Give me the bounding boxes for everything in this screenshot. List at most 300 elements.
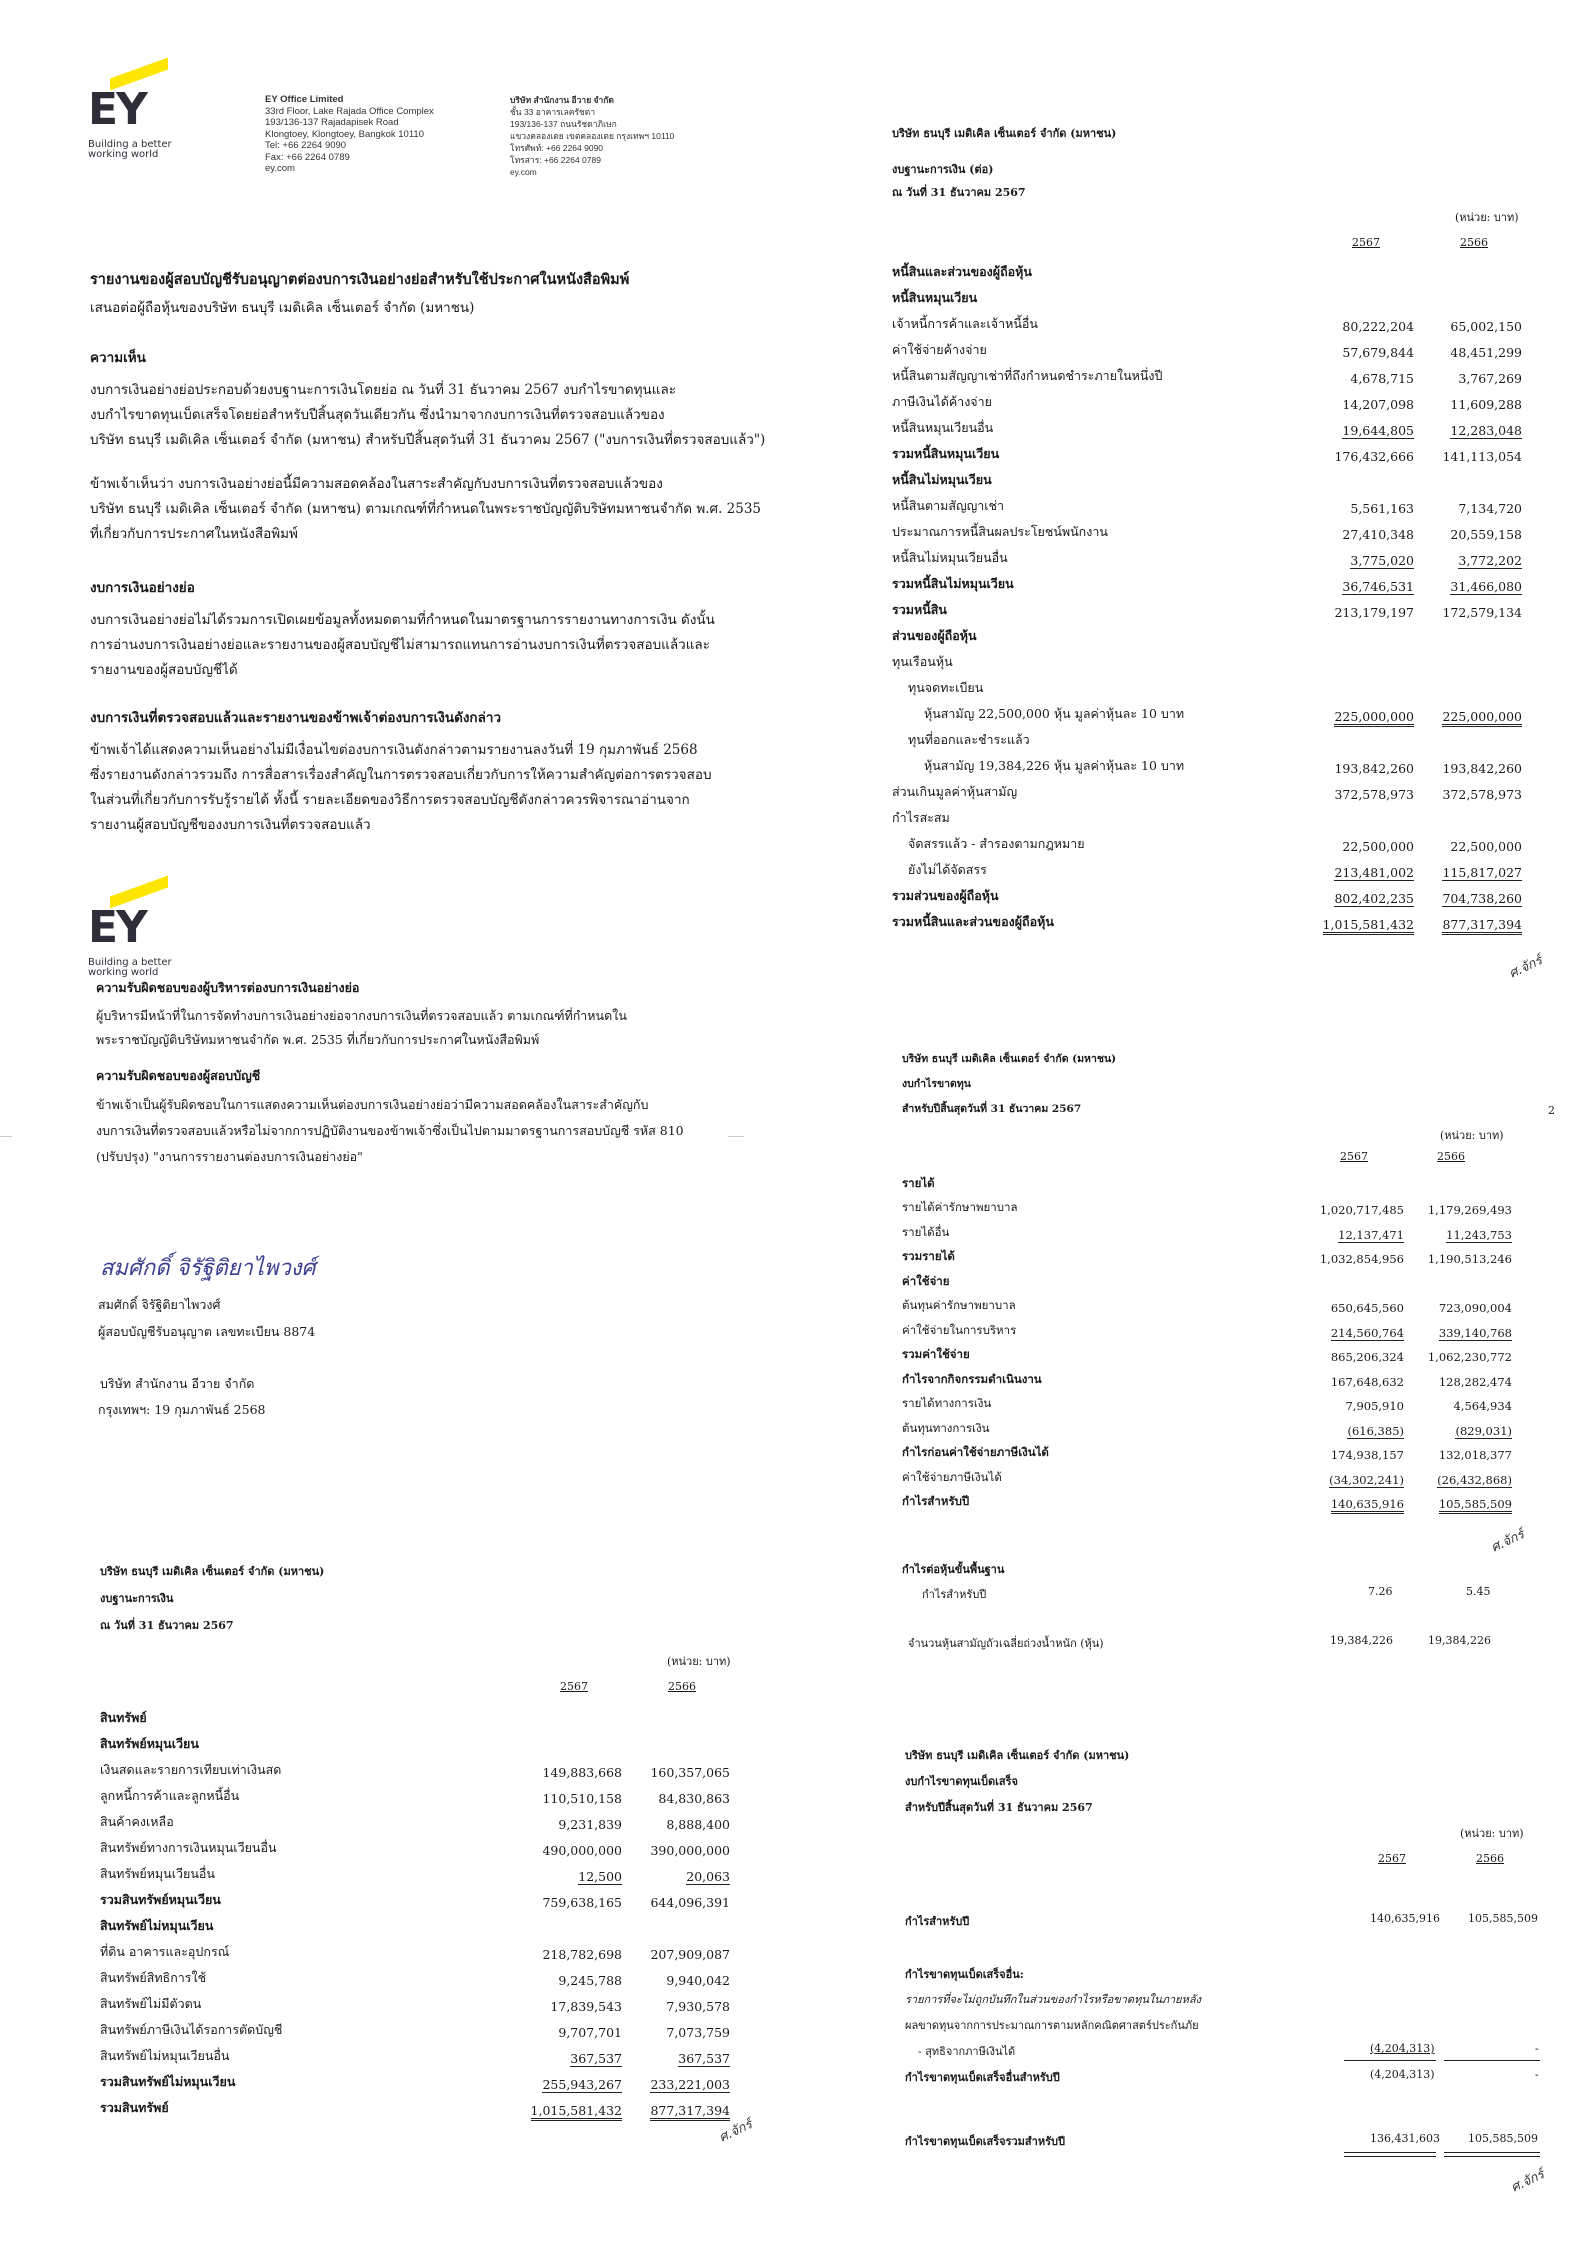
row-label: สินทรัพย์ภาษีเงินได้รอการตัดบัญชี xyxy=(100,2022,283,2037)
oci-period: สำหรับปีสิ้นสุดวันที่ 31 ธันวาคม 2567 xyxy=(905,1801,1093,1814)
statement-row xyxy=(100,2040,730,2066)
value-prior-year: 233,221,003 xyxy=(650,2077,730,2092)
value-prior-year: 207,909,087 xyxy=(650,1947,730,1962)
value-current-year: 12,500 xyxy=(578,1869,622,1884)
statement-row xyxy=(892,880,1522,906)
row-label: ต้นทุนค่ารักษาพยาบาล xyxy=(902,1298,1016,1312)
row-label: ที่ดิน อาคารและอุปกรณ์ xyxy=(100,1944,230,1959)
value-prior-year: (26,432,868) xyxy=(1437,1472,1512,1487)
pl-company: บริษัท ธนบุรี เมดิเคิล เซ็นเตอร์ จำกัด (มหาชน) xyxy=(902,1053,1117,1065)
bs-assets-title: งบฐานะการเงิน xyxy=(100,1592,174,1605)
value-prior-year: 11,243,753 xyxy=(1446,1227,1512,1242)
statement-row xyxy=(892,724,1522,750)
value-current-year: 4,678,715 xyxy=(1350,371,1414,386)
statement-row xyxy=(100,1884,730,1910)
value-prior-year: 65,002,150 xyxy=(1450,319,1522,334)
report-date: กรุงเทพฯ: 19 กุมภาพันธ์ 2568 xyxy=(98,1402,266,1417)
value-current-year: 9,245,788 xyxy=(558,1973,622,1988)
statement-row xyxy=(892,438,1522,464)
row-label: กำไรจากกิจกรรมดำเนินงาน xyxy=(902,1371,1042,1386)
value-current-year: 1,015,581,432 xyxy=(1274,906,1414,932)
value-current-year: 802,402,235 xyxy=(1334,891,1414,906)
value-prior-year: 1,190,513,246 xyxy=(1427,1252,1512,1266)
value-prior-year: 141,113,054 xyxy=(1442,449,1522,464)
divider xyxy=(0,1136,12,1137)
row-label: ทุนเรือนหุ้น xyxy=(892,654,953,669)
value-current-year: (616,385) xyxy=(1347,1423,1404,1438)
row-label: ค่าใช้จ่าย xyxy=(902,1273,950,1288)
value-prior-year: 12,283,048 xyxy=(1450,423,1522,438)
value-prior-year: 390,000,000 xyxy=(650,1843,730,1858)
statement-row xyxy=(892,308,1522,334)
statement-row xyxy=(100,1754,730,1780)
statement-row xyxy=(902,1413,1512,1438)
value-prior-year xyxy=(622,1702,730,1728)
value-prior-year xyxy=(1414,464,1522,490)
oci-company: บริษัท ธนบุรี เมดิเคิล เซ็นเตอร์ จำกัด (มหาชน) xyxy=(905,1749,1130,1762)
row-label: ต้นทุนทางการเงิน xyxy=(902,1420,990,1435)
statement-row xyxy=(902,1315,1512,1340)
bs-assets-unit: (หน่วย: บาท) xyxy=(667,1655,731,1668)
oci-total-label: กำไรขาดทุนเบ็ดเสร็จอื่นสำหรับปี xyxy=(905,2071,1060,2084)
value-prior-year: 877,317,394 xyxy=(622,2092,730,2118)
auditor-name: สมศักดิ์ จิรัฐิติยาไพวงศ์ xyxy=(98,1297,221,1312)
row-label: ค่าใช้จ่ายภาษีเงินได้ xyxy=(902,1469,1002,1484)
row-label: ยังไม่ได้จัดสรร xyxy=(908,862,987,877)
auditor-signature: สมศักดิ์ จิรัฐิติยาไพวงศ์ xyxy=(100,1256,316,1281)
statement-row xyxy=(902,1340,1512,1365)
value-prior-year: 9,940,042 xyxy=(666,1973,730,1988)
value-current-year: 213,481,002 xyxy=(1334,865,1414,880)
eps-label: กำไรสำหรับปี xyxy=(922,1588,987,1601)
audited-heading: งบการเงินที่ตรวจสอบแล้วและรายงานของข้าพเจ้าต่องบการเงินดังกล่าว xyxy=(90,710,502,726)
bs-liab-date: ณ วันที่ 31 ธันวาคม 2567 xyxy=(892,186,1026,199)
value-current-year: 865,206,324 xyxy=(1330,1350,1404,1364)
row-label: สินทรัพย์ไม่หมุนเวียนอื่น xyxy=(100,2048,230,2063)
value-current-year: 490,000,000 xyxy=(542,1843,622,1858)
oci-profit-label: กำไรสำหรับปี xyxy=(905,1915,970,1928)
value-current-year: 140,635,916 xyxy=(1264,1487,1404,1512)
opinion-paragraph-1: งบการเงินอย่างย่อประกอบด้วยงบฐานะการเงินโดยย่อ ณ วันที่ 31 ธันวาคม 2567 งบกำไรขาดทุนและ งบกำไรขาดทุนเบ็ดเสร็จโดยย่อสำหรับปีสิ้นสุดวันเดียวกัน ซึ่งนำมาจากงบการเงินที่ตรวจสอบแล้วของ บริษัท ธนบุรี เมดิเคิล เซ็นเตอร์ จำกัด (มหาชน) สำหรับปีสิ้นสุดวันที่ 31 ธันวาคม 2567 ("งบการเงินที่ตรวจสอบแล้ว") xyxy=(90,382,766,448)
actuarial-label: ผลขาดทุนจากการประมาณการตามหลักคณิตศาสตร์ประกันภัย xyxy=(905,2019,1199,2032)
statement-row xyxy=(892,906,1522,932)
value-prior-year xyxy=(622,1910,730,1936)
row-label: หนี้สินไม่หมุนเวียนอื่น xyxy=(892,550,1008,565)
statement-row xyxy=(892,360,1522,386)
statement-row xyxy=(892,464,1522,490)
value-current-year xyxy=(1274,724,1414,750)
row-label: หนี้สินและส่วนของผู้ถือหุ้น xyxy=(892,264,1032,279)
statement-row xyxy=(892,594,1522,620)
statement-row xyxy=(902,1462,1512,1487)
oci-unit: (หน่วย: บาท) xyxy=(1460,1827,1524,1840)
firm-address-en: EY Office Limited 33rd Floor, Lake Rajada Office Complex 193/136-137 Rajadapisek Road Klongtoey, Klongtoey, Bangkok 10110 Tel: +66 2264 9090 Fax: +66 2264 0789 ey.com xyxy=(265,94,434,174)
statement-row xyxy=(892,334,1522,360)
value-current-year: (34,302,241) xyxy=(1329,1472,1404,1487)
audit-firm: บริษัท สำนักงาน อีวาย จำกัด xyxy=(100,1376,255,1391)
oci-grand-total-current: 136,431,603 xyxy=(1370,2132,1440,2145)
bs-liab-company: บริษัท ธนบุรี เมดิเคิล เซ็นเตอร์ จำกัด (มหาชน) xyxy=(892,127,1117,140)
value-prior-year xyxy=(622,1728,730,1754)
bs-liab-unit: (หน่วย: บาท) xyxy=(1455,211,1519,224)
value-prior-year: 193,842,260 xyxy=(1442,761,1522,776)
value-prior-year: 3,772,202 xyxy=(1458,553,1522,568)
value-current-year: 3,775,020 xyxy=(1350,553,1414,568)
row-label: ทุนจดทะเบียน xyxy=(908,680,984,695)
shares-current: 19,384,226 xyxy=(1330,1634,1393,1647)
statement-row xyxy=(902,1242,1512,1267)
row-label: รวมสินทรัพย์ไม่หมุนเวียน xyxy=(100,2074,236,2089)
statement-row xyxy=(902,1266,1512,1291)
value-current-year: 372,578,973 xyxy=(1334,787,1414,802)
row-label: รวมหนี้สินไม่หมุนเวียน xyxy=(892,576,1014,591)
bs-assets-year-prior: 2566 xyxy=(668,1680,696,1693)
value-current-year: 167,648,632 xyxy=(1330,1374,1404,1389)
eps-prior: 5.45 xyxy=(1466,1585,1491,1598)
value-prior-year: 20,559,158 xyxy=(1450,527,1522,542)
management-heading: ความรับผิดชอบของผู้บริหารต่องบการเงินอย่างย่อ xyxy=(96,980,360,995)
initials-mark: ศ.จักร์ xyxy=(1508,2167,1547,2196)
statement-row xyxy=(902,1364,1512,1389)
value-prior-year: 7,073,759 xyxy=(666,2025,730,2040)
statement-row xyxy=(892,828,1522,854)
bs-assets-date: ณ วันที่ 31 ธันวาคม 2567 xyxy=(100,1619,234,1632)
statement-row xyxy=(100,2092,730,2118)
value-current-year xyxy=(1264,1168,1404,1193)
pl-period: สำหรับปีสิ้นสุดวันที่ 31 ธันวาคม 2567 xyxy=(902,1103,1082,1115)
statement-row xyxy=(100,1962,730,1988)
oci-profit-current: 140,635,916 xyxy=(1370,1912,1440,1925)
oci-total-prior: - xyxy=(1535,2068,1539,2081)
auditor-heading: ความรับผิดชอบของผู้สอบบัญชี xyxy=(96,1068,261,1083)
row-label: สินค้าคงเหลือ xyxy=(100,1814,174,1829)
value-current-year: 255,943,267 xyxy=(542,2077,622,2092)
statement-row xyxy=(892,542,1522,568)
oci-heading: กำไรขาดทุนเบ็ดเสร็จอื่น: xyxy=(905,1968,1024,1981)
value-current-year xyxy=(1274,256,1414,282)
value-prior-year: 115,817,027 xyxy=(1442,865,1522,880)
statement-row xyxy=(892,516,1522,542)
income-table xyxy=(902,1168,1512,1511)
value-prior-year xyxy=(1414,282,1522,308)
statement-row xyxy=(100,1832,730,1858)
value-current-year: 176,432,666 xyxy=(1334,449,1414,464)
value-current-year: 214,560,764 xyxy=(1330,1325,1404,1340)
statement-row xyxy=(902,1217,1512,1242)
row-label: หนี้สินหมุนเวียน xyxy=(892,290,978,305)
oci-year-current: 2567 xyxy=(1378,1852,1406,1865)
value-prior-year: 105,585,509 xyxy=(1404,1487,1512,1512)
value-current-year: 1,032,854,956 xyxy=(1319,1252,1404,1266)
value-prior-year: 704,738,260 xyxy=(1442,891,1522,906)
value-current-year: 367,537 xyxy=(570,2051,622,2066)
statement-row xyxy=(902,1487,1512,1512)
statement-row xyxy=(100,1806,730,1832)
row-label: รวมหนี้สินและส่วนของผู้ถือหุ้น xyxy=(892,914,1054,929)
value-current-year: 19,644,805 xyxy=(1342,423,1414,438)
row-label: รวมสินทรัพย์หมุนเวียน xyxy=(100,1892,221,1907)
value-current-year: 57,679,844 xyxy=(1342,345,1414,360)
value-prior-year xyxy=(1414,802,1522,828)
row-label: จัดสรรแล้ว - สำรองตามกฎหมาย xyxy=(908,836,1085,851)
value-prior-year: 225,000,000 xyxy=(1414,698,1522,724)
divider xyxy=(728,1136,744,1137)
row-label: ทุนที่ออกและชำระแล้ว xyxy=(908,732,1030,747)
value-prior-year xyxy=(1414,724,1522,750)
statement-row xyxy=(100,1936,730,1962)
row-label: หุ้นสามัญ 19,384,226 หุ้น มูลค่าหุ้นละ 10 บาท xyxy=(924,758,1185,773)
opinion-paragraph-2: ข้าพเจ้าเห็นว่า งบการเงินอย่างย่อนี้มีความสอดคล้องในสาระสำคัญกับงบการเงินที่ตรวจสอบแล้วของ บริษัท ธนบุรี เมดิเคิล เซ็นเตอร์ จำกัด (มหาชน) ตามเกณฑ์ที่กำหนดในพระราชบัญญัติบริษัทมหาชนจำกัด พ.ศ. 2535 ที่เกี่ยวกับการประกาศในหนังสือพิมพ์ xyxy=(90,476,762,542)
statement-row xyxy=(100,1858,730,1884)
statement-row xyxy=(100,1988,730,2014)
value-prior-year: 7,134,720 xyxy=(1458,501,1522,516)
bs-assets-year-current: 2567 xyxy=(560,1680,588,1693)
actuarial-current: (4,204,313) xyxy=(1370,2042,1435,2055)
row-label: ประมาณการหนี้สินผลประโยชน์พนักงาน xyxy=(892,524,1108,539)
value-current-year: 17,839,543 xyxy=(550,1999,622,2014)
value-prior-year: 367,537 xyxy=(678,2051,730,2066)
ey-logo: EY Building a better working world xyxy=(88,62,188,152)
value-current-year: 5,561,163 xyxy=(1350,501,1414,516)
audited-paragraph: ข้าพเจ้าได้แสดงความเห็นอย่างไม่มีเงื่อนไขต่องบการเงินดังกล่าวตามรายงานลงวันที่ 19 กุมภาพันธ์ 2568 ซึ่งรายงานดังกล่าวรวมถึง การสื่อสารเรื่องสำคัญในการตรวจสอบเกี่ยวกับการให้ความสำคัญต่อการตรวจสอบ ในส่วนที่เกี่ยวกับการรับรู้รายได้ ทั้งนี้ รายละเอียดของวิธีการตรวจสอบบัญชีดังกล่าวควรพิจารณาอ่านจาก รายงานผู้สอบบัญชีของงบการเงินที่ตรวจสอบแล้ว xyxy=(90,742,712,833)
value-prior-year xyxy=(1414,620,1522,646)
row-label: ค่าใช้จ่ายในการบริหาร xyxy=(902,1322,1017,1337)
statement-row xyxy=(902,1389,1512,1414)
statement-row xyxy=(892,854,1522,880)
liabilities-table xyxy=(892,256,1522,932)
value-current-year: 22,500,000 xyxy=(1342,839,1414,854)
value-current-year: 174,938,157 xyxy=(1330,1448,1404,1462)
auditor-paragraph: ข้าพเจ้าเป็นผู้รับผิดชอบในการแสดงความเห็นต่องบการเงินอย่างย่อว่ามีความสอดคล้องในสาระสำคัญกับ งบการเงินที่ตรวจสอบแล้วหรือไม่จากการปฏิบัติงานของข้าพเจ้าซึ่งเป็นไปตามมาตรฐานการสอบบัญชี รหัส 810 (ปรับปรุง) "งานการรายงานต่องบการเงินอย่างย่อ" xyxy=(96,1097,684,1164)
statement-row xyxy=(892,698,1522,724)
row-label: สินทรัพย์ไม่มีตัวตน xyxy=(100,1996,202,2011)
statement-row xyxy=(892,282,1522,308)
auditor-license: ผู้สอบบัญชีรับอนุญาต เลขทะเบียน 8874 xyxy=(98,1324,316,1339)
assets-table xyxy=(100,1702,730,2118)
row-label: รวมสินทรัพย์ xyxy=(100,2100,169,2115)
value-prior-year: 4,564,934 xyxy=(1453,1399,1512,1413)
value-prior-year: 132,018,377 xyxy=(1438,1448,1512,1462)
value-prior-year: 31,466,080 xyxy=(1450,579,1522,594)
value-prior-year: 372,578,973 xyxy=(1442,787,1522,802)
value-current-year: 759,638,165 xyxy=(542,1895,622,1910)
oci-title: งบกำไรขาดทุนเบ็ดเสร็จ xyxy=(905,1775,1018,1788)
value-current-year xyxy=(482,1702,622,1728)
value-prior-year: 128,282,474 xyxy=(1438,1374,1512,1389)
statement-row xyxy=(892,672,1522,698)
bs-liab-title: งบฐานะการเงิน (ต่อ) xyxy=(892,163,994,176)
value-prior-year: 8,888,400 xyxy=(666,1817,730,1832)
oci-year-prior: 2566 xyxy=(1476,1852,1504,1865)
statement-row xyxy=(892,256,1522,282)
row-label: รายได้ xyxy=(902,1175,935,1190)
bs-assets-company: บริษัท ธนบุรี เมดิเคิล เซ็นเตอร์ จำกัด (มหาชน) xyxy=(100,1565,325,1578)
value-current-year xyxy=(1274,802,1414,828)
row-label: สินทรัพย์ไม่หมุนเวียน xyxy=(100,1918,214,1933)
row-label: สินทรัพย์สิทธิการใช้ xyxy=(100,1970,207,1985)
value-current-year xyxy=(1264,1266,1404,1291)
row-label: รวมค่าใช้จ่าย xyxy=(902,1347,970,1361)
opinion-heading: ความเห็น xyxy=(90,350,146,366)
row-label: รวมรายได้ xyxy=(902,1249,955,1263)
value-prior-year: (829,031) xyxy=(1455,1423,1512,1438)
statement-row xyxy=(892,802,1522,828)
value-prior-year: 172,579,134 xyxy=(1442,605,1522,620)
value-current-year: 80,222,204 xyxy=(1342,319,1414,334)
row-label: หนี้สินหมุนเวียนอื่น xyxy=(892,420,994,435)
ey-logo-page-2: EY Building a better working world xyxy=(88,880,188,970)
row-label: เจ้าหนี้การค้าและเจ้าหนี้อื่น xyxy=(892,316,1038,331)
statement-row xyxy=(892,750,1522,776)
row-label: กำไรก่อนค่าใช้จ่ายภาษีเงินได้ xyxy=(902,1445,1049,1459)
value-prior-year: 3,767,269 xyxy=(1458,371,1522,386)
value-current-year xyxy=(1274,282,1414,308)
pl-year-current: 2567 xyxy=(1340,1150,1368,1163)
value-current-year: 650,645,560 xyxy=(1330,1301,1404,1315)
value-prior-year: 877,317,394 xyxy=(1414,906,1522,932)
value-current-year xyxy=(482,1728,622,1754)
value-prior-year: 644,096,391 xyxy=(650,1895,730,1910)
statement-row xyxy=(100,1702,730,1728)
value-prior-year: 1,062,230,772 xyxy=(1427,1350,1512,1364)
row-label: กำไรสำหรับปี xyxy=(902,1494,970,1508)
value-current-year: 149,883,668 xyxy=(542,1765,622,1780)
row-label: สินทรัพย์ xyxy=(100,1710,147,1725)
value-prior-year: 339,140,768 xyxy=(1438,1325,1512,1340)
value-prior-year xyxy=(1414,672,1522,698)
pl-unit: (หน่วย: บาท) xyxy=(1440,1129,1504,1142)
value-current-year: 218,782,698 xyxy=(542,1947,622,1962)
value-current-year xyxy=(1274,620,1414,646)
row-label: รวมส่วนของผู้ถือหุ้น xyxy=(892,888,999,903)
value-current-year: 9,231,839 xyxy=(558,1817,622,1832)
value-prior-year: 20,063 xyxy=(686,1869,730,1884)
value-current-year: 7,905,910 xyxy=(1345,1399,1404,1413)
oci-profit-prior: 105,585,509 xyxy=(1468,1912,1538,1925)
value-prior-year: 1,179,269,493 xyxy=(1427,1203,1512,1217)
row-label: หุ้นสามัญ 22,500,000 หุ้น มูลค่าหุ้นละ 10 บาท xyxy=(924,706,1185,721)
statement-row xyxy=(902,1168,1512,1193)
value-prior-year: 723,090,004 xyxy=(1438,1301,1512,1315)
value-prior-year: 48,451,299 xyxy=(1450,345,1522,360)
row-label: ส่วนของผู้ถือหุ้น xyxy=(892,628,977,643)
initials-mark: ศ.จักร์ xyxy=(1488,1527,1527,1556)
value-prior-year: 11,609,288 xyxy=(1450,397,1522,412)
oci-grand-total-prior: 105,585,509 xyxy=(1468,2132,1538,2145)
statement-row xyxy=(892,620,1522,646)
shares-label: จำนวนหุ้นสามัญถัวเฉลี่ยถ่วงน้ำหนัก (หุ้น) xyxy=(908,1637,1104,1650)
row-label: เงินสดและรายการเทียบเท่าเงินสด xyxy=(100,1762,282,1777)
value-current-year: 225,000,000 xyxy=(1274,698,1414,724)
statement-row xyxy=(892,646,1522,672)
value-current-year: 110,510,158 xyxy=(542,1791,622,1806)
row-label: สินทรัพย์หมุนเวียน xyxy=(100,1736,199,1751)
value-prior-year xyxy=(1404,1266,1512,1291)
value-current-year xyxy=(1274,672,1414,698)
page-number: 2 xyxy=(1548,1104,1555,1117)
row-label: สินทรัพย์หมุนเวียนอื่น xyxy=(100,1866,215,1881)
row-label: รวมหนี้สินหมุนเวียน xyxy=(892,446,1000,461)
statement-row xyxy=(902,1291,1512,1316)
pl-title: งบกำไรขาดทุน xyxy=(902,1078,971,1090)
statement-row xyxy=(902,1193,1512,1218)
value-current-year: 193,842,260 xyxy=(1334,761,1414,776)
value-prior-year: 160,357,065 xyxy=(650,1765,730,1780)
value-current-year: 9,707,701 xyxy=(558,2025,622,2040)
management-paragraph: ผู้บริหารมีหน้าที่ในการจัดทำงบการเงินอย่างย่อจากงบการเงินที่ตรวจสอบแล้ว ตามเกณฑ์ที่กำหนดใน พระราชบัญญัติบริษัทมหาชนจำกัด พ.ศ. 2535 ที่เกี่ยวกับการประกาศในหนังสือพิมพ์ xyxy=(96,1008,627,1047)
value-prior-year: 22,500,000 xyxy=(1450,839,1522,854)
statement-row xyxy=(892,412,1522,438)
row-label: ภาษีเงินได้ค้างจ่าย xyxy=(892,394,992,409)
row-label: หนี้สินตามสัญญาเช่า xyxy=(892,498,1005,513)
statement-row xyxy=(100,1780,730,1806)
eps-current: 7.26 xyxy=(1368,1585,1393,1598)
value-prior-year xyxy=(1414,256,1522,282)
row-label: รายได้ทางการเงิน xyxy=(902,1396,992,1410)
row-label: ค่าใช้จ่ายค้างจ่าย xyxy=(892,342,987,357)
statement-row xyxy=(902,1438,1512,1463)
value-current-year: 36,746,531 xyxy=(1342,579,1414,594)
oci-grand-total-label: กำไรขาดทุนเบ็ดเสร็จรวมสำหรับปี xyxy=(905,2135,1065,2148)
value-current-year: 1,020,717,485 xyxy=(1319,1203,1404,1217)
row-label: ลูกหนี้การค้าและลูกหนี้อื่น xyxy=(100,1788,240,1803)
statement-row xyxy=(100,2066,730,2092)
bs-liab-year-prior: 2566 xyxy=(1460,236,1488,249)
value-current-year xyxy=(482,1910,622,1936)
statement-row xyxy=(100,1728,730,1754)
row-label: หนี้สินตามสัญญาเช่าที่ถึงกำหนดชำระภายในหนึ่งปี xyxy=(892,368,1163,383)
firm-address-th: บริษัท สำนักงาน อีวาย จำกัด ชั้น 33 อาคารเลครัชดา 193/136-137 ถนนรัชดาภิเษก แขวงคลองเตย เขตคลองเตย กรุงเทพฯ 10110 โทรศัพท์: +66 2264 9090 โทรสาร: +66 2264 0789 ey.com xyxy=(510,95,675,177)
value-current-year xyxy=(1274,646,1414,672)
row-label: รวมหนี้สิน xyxy=(892,602,947,617)
report-title: รายงานของผู้สอบบัญชีรับอนุญาตต่องบการเงินอย่างย่อสำหรับใช้ประกาศในหนังสือพิมพ์ xyxy=(90,271,630,288)
value-current-year: 213,179,197 xyxy=(1334,605,1414,620)
value-prior-year: 84,830,863 xyxy=(658,1791,730,1806)
shares-prior: 19,384,226 xyxy=(1428,1634,1491,1647)
value-prior-year xyxy=(1404,1168,1512,1193)
row-label: กำไรสะสม xyxy=(892,810,950,825)
statement-row xyxy=(100,1910,730,1936)
row-label: รายได้อื่น xyxy=(902,1224,950,1239)
value-current-year: 27,410,348 xyxy=(1342,527,1414,542)
value-current-year xyxy=(1274,464,1414,490)
eps-heading: กำไรต่อหุ้นขั้นพื้นฐาน xyxy=(902,1563,1005,1576)
summary-paragraph: งบการเงินอย่างย่อไม่ได้รวมการเปิดเผยข้อมูลทั้งหมดตามที่กำหนดในมาตรฐานการรายงานทางการเงิน ดังนั้น การอ่านงบการเงินอย่างย่อและรายงานของผู้สอบบัญชีไม่สามารถแทนการอ่านงบการเงินที่ตรวจสอบแล้วและ รายงานของผู้สอบบัญชีได้ xyxy=(90,612,715,678)
initials-mark: ศ.จักร์ xyxy=(1506,953,1545,982)
pl-year-prior: 2566 xyxy=(1437,1150,1465,1163)
actuarial-net-label: - สุทธิจากภาษีเงินได้ xyxy=(918,2045,1016,2058)
oci-total-current: (4,204,313) xyxy=(1370,2068,1435,2081)
statement-row xyxy=(892,776,1522,802)
initials-mark: ศ.จักร์ xyxy=(716,2117,755,2146)
statement-row xyxy=(892,490,1522,516)
statement-row xyxy=(100,2014,730,2040)
actuarial-prior: - xyxy=(1535,2042,1539,2055)
bs-liab-year-current: 2567 xyxy=(1352,236,1380,249)
value-prior-year xyxy=(1414,646,1522,672)
row-label: รายได้ค่ารักษาพยาบาล xyxy=(902,1200,1018,1214)
statement-row xyxy=(892,386,1522,412)
summary-heading: งบการเงินอย่างย่อ xyxy=(90,580,195,596)
value-current-year: 1,015,581,432 xyxy=(482,2092,622,2118)
value-prior-year: 7,930,578 xyxy=(666,1999,730,2014)
report-addressee: เสนอต่อผู้ถือหุ้นของบริษัท ธนบุรี เมดิเคิล เซ็นเตอร์ จำกัด (มหาชน) xyxy=(90,300,475,316)
value-current-year: 14,207,098 xyxy=(1342,397,1414,412)
row-label: ส่วนเกินมูลค่าหุ้นสามัญ xyxy=(892,784,1018,799)
statement-row xyxy=(892,568,1522,594)
oci-note: รายการที่จะไม่ถูกบันทึกในส่วนของกำไรหรือขาดทุนในภายหลัง xyxy=(905,1993,1201,2006)
row-label: หนี้สินไม่หมุนเวียน xyxy=(892,472,992,487)
